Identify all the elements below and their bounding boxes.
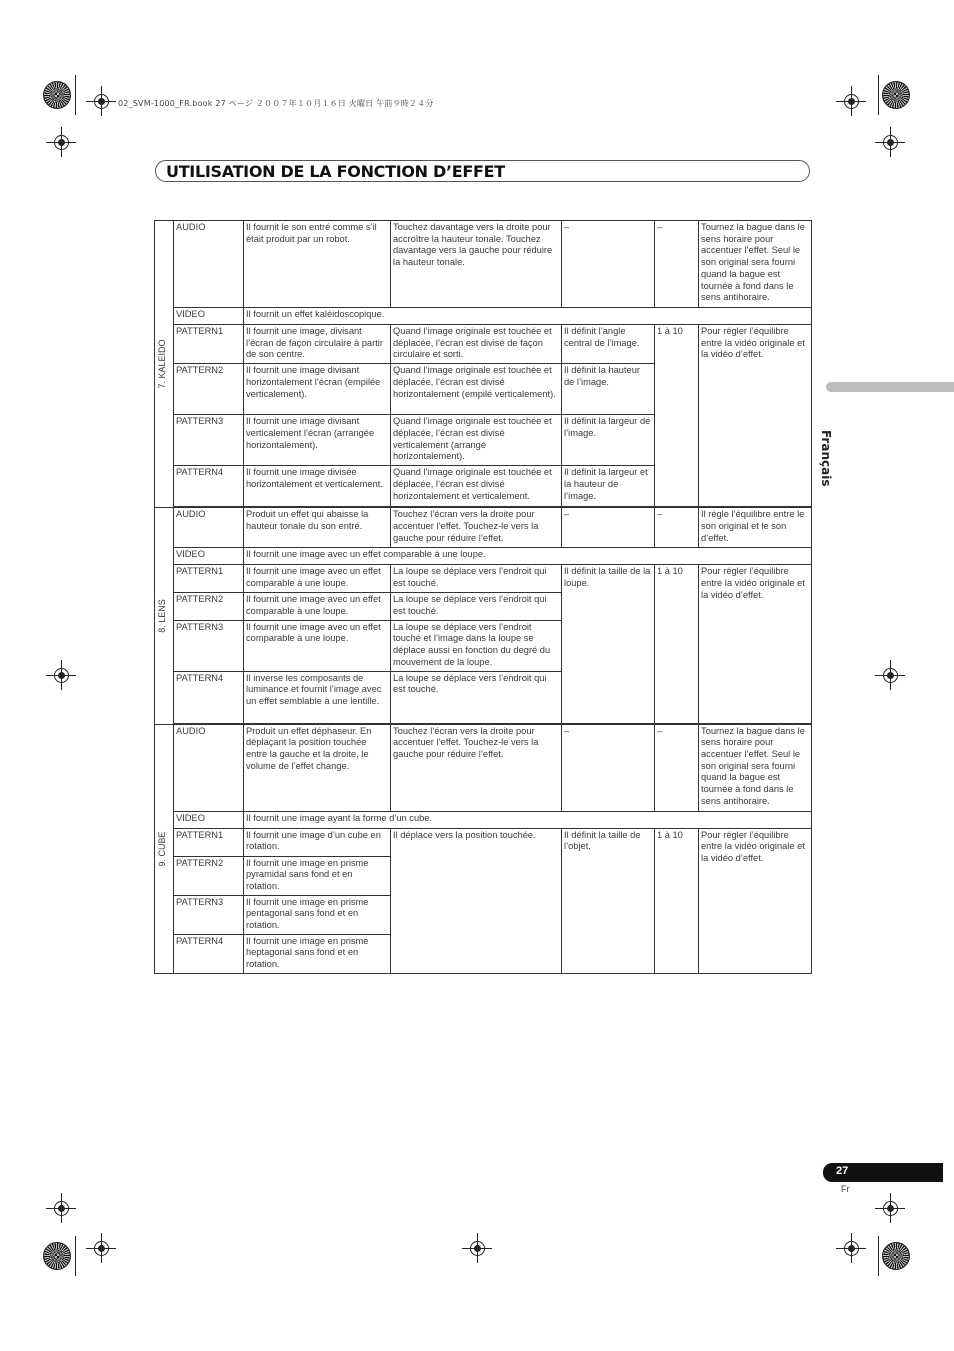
description-cell: Il fournit une image en prisme pyramidal sans fond et en rotation. (244, 856, 391, 895)
knob-cell: Pour régler l’équilibre entre la vidéo originale et la vidéo d’effet. (699, 565, 812, 723)
type-cell: VIDEO (174, 548, 244, 565)
description-cell: Il fournit une image en prisme pentagonal sans fond et en rotation. (244, 895, 391, 934)
description-cell: Il fournit le son entré comme s’il était produit par un robot. (244, 221, 391, 308)
effect-name: 9. CUBE (157, 831, 168, 867)
pattern-label: PATTERN4 (174, 934, 244, 973)
pattern-label: PATTERN3 (174, 620, 244, 671)
knob-cell: Pour régler l’équilibre entre la vidéo originale et la vidéo d’effet. (699, 325, 812, 507)
touch-cell: Quand l’image originale est touchée et déplacée, l’écran est divisé horizontalement (empilé verticalement). (391, 364, 562, 415)
touch-cell: La loupe se déplace vers l’endroit qui est touché. (391, 565, 562, 593)
crop-line (75, 1236, 76, 1276)
table-row (155, 548, 812, 565)
description-cell: Il fournit une image avec un effet comparable à une loupe. (244, 620, 391, 671)
book-file-header: 02_SVM-1000_FR.book 27 ページ ２００７年１０月１６日 火曜日 午前９時２４分 (118, 99, 434, 108)
pattern-label: PATTERN3 (174, 415, 244, 466)
crosshair-mark (46, 127, 76, 157)
touch-cell: La loupe se déplace vers l’endroit touché et l’image dans la loupe se déplace aussi en fonction du degré du mouvement de la loupe. (391, 620, 562, 671)
knob-cell: Tournez la bague dans le sens horaire pour accentuer l’effet. Seul le son original sera fourni quand la bague est tournée à fond dans le sens antihoraire. (699, 724, 812, 811)
page-number: 27 (836, 1165, 849, 1177)
parameter-cell: – (562, 724, 655, 811)
description-cell: Il fournit une image en prisme heptagonal sans fond et en rotation. (244, 934, 391, 973)
parameter-cell: Il définit la taille de l’objet. (562, 828, 655, 973)
crosshair-mark (875, 1193, 905, 1223)
table-row (155, 308, 812, 325)
type-cell: VIDEO (174, 308, 244, 325)
table-row (155, 811, 812, 828)
parameter-cell: – (562, 221, 655, 308)
crosshair-mark (836, 86, 866, 116)
parameter-cell: Il définit la largeur de l’image. (562, 415, 655, 466)
range-cell: – (655, 508, 699, 548)
section-title: UTILISATION DE LA FONCTION D’EFFET (166, 162, 505, 181)
knob-cell: Pour régler l’équilibre entre la vidéo originale et la vidéo d’effet. (699, 828, 812, 973)
range-cell: 1 à 10 (655, 325, 699, 507)
crop-line (878, 75, 879, 115)
touch-cell: Quand l’image originale est touchée et déplacée, l’écran est divisé de façon circulaire et sorti. (391, 325, 562, 364)
crosshair-mark (462, 1233, 492, 1263)
crosshair-mark (875, 660, 905, 690)
pattern-label: PATTERN4 (174, 671, 244, 723)
effect-name: 7. KALEIDO (157, 339, 168, 389)
touch-cell: Quand l’image originale est touchée et déplacée, l’écran est divisé horizontalement et verticalement. (391, 466, 562, 507)
parameter-cell: – (562, 508, 655, 548)
pattern-label: PATTERN4 (174, 466, 244, 507)
range-cell: – (655, 724, 699, 811)
description-cell: Il fournit une image avec un effet comparable à une loupe. (244, 593, 391, 620)
range-cell: 1 à 10 (655, 828, 699, 973)
table-row (155, 325, 812, 364)
type-cell: AUDIO (174, 724, 244, 811)
pattern-label: PATTERN2 (174, 593, 244, 620)
parameter-cell: Il définit la hauteur de l’image. (562, 364, 655, 415)
touch-cell: Touchez davantage vers la droite pour accroître la hauteur tonale. Touchez davantage vers la gauche pour réduire la hauteur tonale. (391, 221, 562, 308)
description-cell: Produit un effet qui abaisse la hauteur tonale du son entré. (244, 508, 391, 548)
touch-cell: La loupe se déplace vers l’endroit qui est touché. (391, 671, 562, 723)
registration-star-top-right (882, 81, 910, 109)
description-cell: Il fournit une image, divisant l’écran de façon circulaire à partir de son centre. (244, 325, 391, 364)
description-cell: Produit un effet déphaseur. En déplaçant la position touchée entre la gauche et la droite, le volume de l’effet change. (244, 724, 391, 811)
effect-name: 8. LENS (157, 599, 168, 633)
description-cell: Il fournit une image divisant verticalement l’écran (arrangée horizontalement). (244, 415, 391, 466)
crosshair-mark (86, 86, 116, 116)
parameter-cell: Il définit la taille de la loupe. (562, 565, 655, 723)
crop-line (878, 1236, 879, 1276)
section-title-box (155, 160, 810, 182)
description-cell: Il fournit une image avec un effet comparable à une loupe. (244, 565, 391, 593)
pattern-label: PATTERN1 (174, 325, 244, 364)
touch-cell: Quand l’image originale est touchée et déplacée, l’écran est divisé verticalement (arrangé horizontalement). (391, 415, 562, 466)
pattern-label: PATTERN2 (174, 364, 244, 415)
pattern-label: PATTERN1 (174, 828, 244, 856)
page-language: Fr (841, 1184, 850, 1194)
type-cell: AUDIO (174, 221, 244, 308)
description-cell: Il fournit une image ayant la forme d’un cube. (244, 811, 812, 828)
crop-line (75, 75, 76, 115)
type-cell: VIDEO (174, 811, 244, 828)
table-row (155, 565, 812, 593)
description-cell: Il fournit une image divisée horizontalement et verticalement. (244, 466, 391, 507)
pattern-label: PATTERN2 (174, 856, 244, 895)
parameter-cell: Il définit la largeur et la hauteur de l’image. (562, 466, 655, 507)
effect-name-cell (155, 508, 174, 724)
registration-star-top-left (43, 81, 71, 109)
description-cell: Il inverse les composants de luminance et fournit l’image avec un effet semblable à une lentille. (244, 671, 391, 723)
range-cell: 1 à 10 (655, 565, 699, 723)
registration-star-bottom-right (882, 1242, 910, 1270)
description-cell: Il fournit une image divisant horizontalement l’écran (empilée verticalement). (244, 364, 391, 415)
crosshair-mark (46, 660, 76, 690)
parameter-cell: Il définit l’angle central de l’image. (562, 325, 655, 364)
knob-cell: Tournez la bague dans le sens horaire pour accentuer l’effet. Seul le son original sera fourni quand la bague est tournée à fond dans le sens antihoraire. (699, 221, 812, 308)
table-row (155, 724, 812, 811)
effect-table (154, 220, 812, 974)
touch-cell: La loupe se déplace vers l’endroit qui est touché. (391, 593, 562, 620)
range-cell: – (655, 221, 699, 308)
touch-cell: Touchez l’écran vers la droite pour accentuer l’effet. Touchez-le vers la gauche pour réduire l’effet. (391, 508, 562, 548)
crosshair-mark (875, 127, 905, 157)
crosshair-mark (46, 1193, 76, 1223)
description-cell: Il fournit un effet kaléidoscopique. (244, 308, 812, 325)
language-label: Français (819, 430, 833, 487)
effect-name-cell (155, 724, 174, 973)
description-cell: Il fournit une image d’un cube en rotation. (244, 828, 391, 856)
touch-cell: Touchez l’écran vers la droite pour accentuer l’effet. Touchez-le vers la gauche pour réduire l’effet. (391, 724, 562, 811)
crosshair-mark (86, 1233, 116, 1263)
touch-cell: Il déplace vers la position touchée. (391, 828, 562, 973)
registration-star-bottom-left (43, 1242, 71, 1270)
type-cell: AUDIO (174, 508, 244, 548)
table-row (155, 828, 812, 856)
page-number-badge (823, 1163, 943, 1182)
effect-name-cell (155, 221, 174, 508)
pattern-label: PATTERN3 (174, 895, 244, 934)
pattern-label: PATTERN1 (174, 565, 244, 593)
table-row (155, 221, 812, 308)
language-tab (826, 382, 954, 392)
crosshair-mark (836, 1233, 866, 1263)
description-cell: Il fournit une image avec un effet comparable à une loupe. (244, 548, 812, 565)
knob-cell: Il règle l’équilibre entre le son original et le son d’effet. (699, 508, 812, 548)
table-row (155, 508, 812, 548)
